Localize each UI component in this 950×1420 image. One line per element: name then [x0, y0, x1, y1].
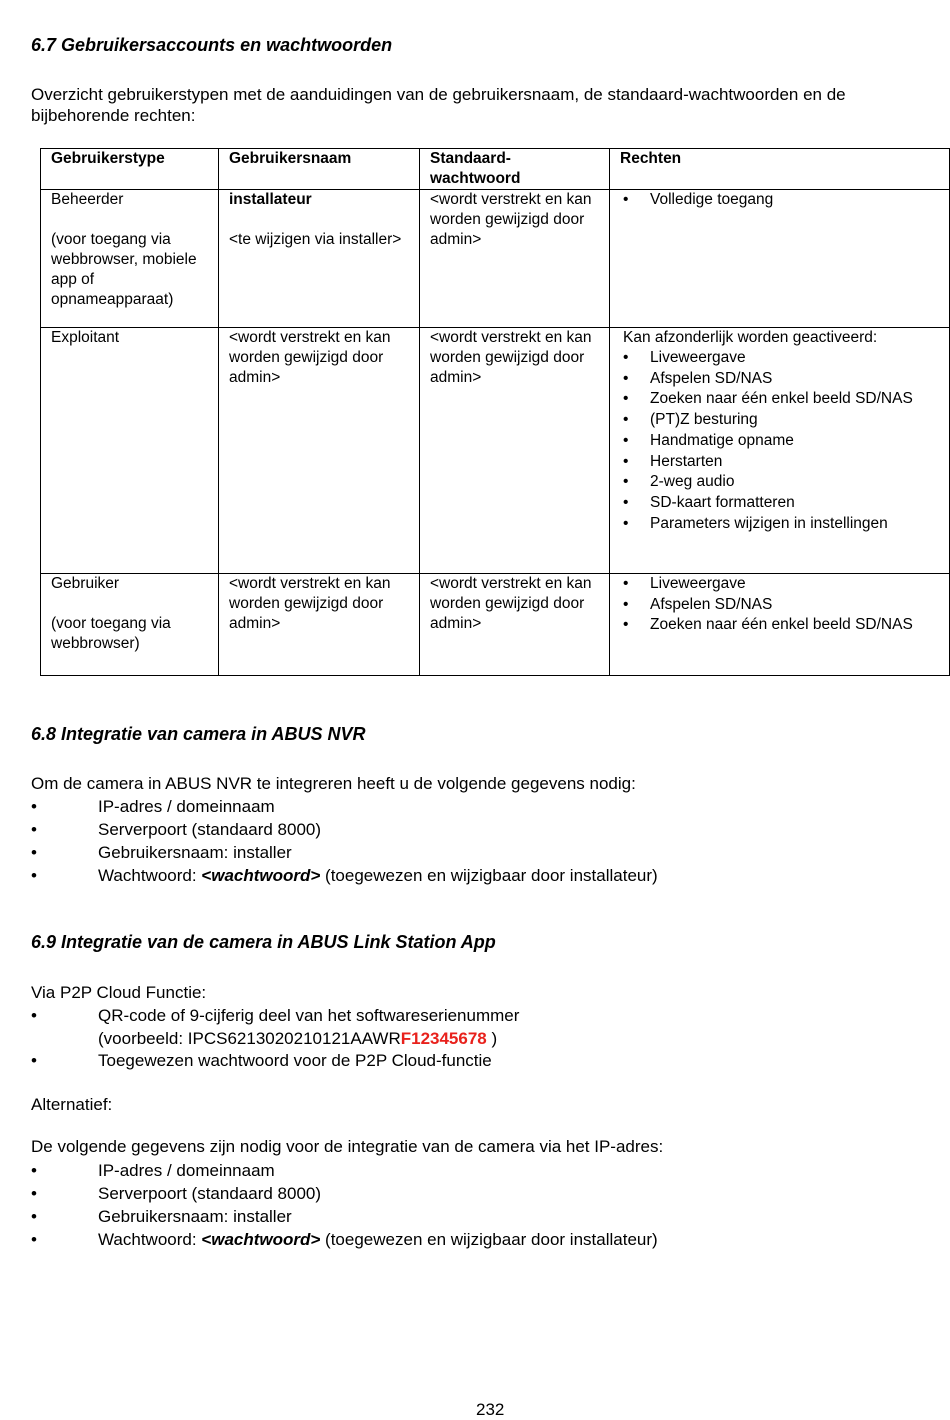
section-6-7-intro-line2: bijbehorende rechten: [31, 106, 196, 125]
cell-rights [610, 190, 950, 328]
cell-rights [610, 574, 950, 676]
list-item: • 2-weg audio [620, 472, 941, 493]
user-type-label: Gebruiker [51, 575, 120, 592]
header-rights: Rechten [610, 149, 950, 190]
password-suffix: (toegewezen en wijzigbaar door installateur) [320, 1230, 658, 1249]
rights-list [620, 348, 941, 534]
qr-example-text [98, 1027, 497, 1050]
qr-line: QR-code of 9-cijferig deel van het softwareserienummer [98, 1006, 520, 1025]
list-item: • Zoeken naar één enkel beeld SD/NAS [620, 389, 941, 410]
section-6-8-intro: Om de camera in ABUS NVR te integreren heeft u de volgende gegevens nodig: [31, 774, 636, 793]
password-line [98, 1228, 658, 1251]
p2p-label: Via P2P Cloud Functie: [31, 983, 207, 1002]
cell-username: <wordt verstrekt en kan worden gewijzigd door admin> [219, 574, 420, 676]
cell-password: <wordt verstrekt en kan worden gewijzigd door admin> [420, 328, 610, 574]
list-item: • Parameters wijzigen in instellingen [620, 514, 941, 535]
list-item: • Herstarten [620, 452, 941, 473]
list-item: • Afspelen SD/NAS [620, 369, 941, 390]
password-placeholder: <wachtwoord> [201, 866, 321, 885]
cell-user-type [41, 574, 219, 676]
header-default-password [420, 149, 610, 190]
alternative-intro: De volgende gegevens zijn nodig voor de integratie van de camera via het IP-adres: [31, 1137, 664, 1156]
rights-list [620, 574, 941, 636]
user-type-label: Beheerder [51, 191, 124, 208]
table-row [41, 328, 950, 574]
list-item: • Liveweergave [620, 574, 941, 595]
header-user-type: Gebruikerstype [41, 149, 219, 190]
header-pw-line2: wachtwoord [430, 170, 521, 187]
password-suffix: (toegewezen en wijzigbaar door installateur) [320, 866, 658, 885]
bullet-icon: • [31, 820, 37, 839]
page-number: 232 [476, 1400, 505, 1419]
section-6-8-heading: 6.8 Integratie van camera in ABUS NVR [31, 724, 366, 744]
password-placeholder: <wachtwoord> [201, 1230, 321, 1249]
list-item-text: IP-adres / domeinnaam [98, 797, 275, 816]
rights-intro: Kan afzonderlijk worden geactiveerd: [623, 329, 878, 346]
qr-example-suffix: ) [486, 1029, 498, 1048]
bullet-icon: • [31, 1051, 37, 1070]
section-6-7-heading: 6.7 Gebruikersaccounts en wachtwoorden [31, 35, 393, 55]
user-type-note: (voor toegang via webbrowser) [51, 615, 171, 652]
cell-rights [610, 328, 950, 574]
password-prefix: Wachtwoord: [98, 866, 202, 885]
table-header-row [41, 149, 950, 190]
cell-password: <wordt verstrekt en kan worden gewijzigd door admin> [420, 574, 610, 676]
bullet-icon: • [31, 797, 37, 816]
user-type-note: (voor toegang via webbrowser, mobiele app of opnameapparaat) [51, 231, 197, 308]
bullet-icon: • [31, 1006, 37, 1025]
bullet-icon: • [31, 1230, 37, 1249]
list-item: • (PT)Z besturing [620, 410, 941, 431]
table-row [41, 190, 950, 328]
list-item-text: Serverpoort (standaard 8000) [98, 1184, 322, 1203]
header-pw-line1: Standaard- [430, 150, 511, 167]
table-row [41, 574, 950, 676]
cell-user-type [41, 190, 219, 328]
bullet-icon: • [31, 843, 37, 862]
bullet-icon: • [31, 866, 37, 885]
bullet-icon: • [31, 1184, 37, 1203]
qr-example-prefix: (voorbeeld: IPCS6213020210121AAWR [98, 1029, 401, 1048]
list-item-text: IP-adres / domeinnaam [98, 1161, 275, 1180]
cell-username: <wordt verstrekt en kan worden gewijzigd door admin> [219, 328, 420, 574]
list-item-text: Toegewezen wachtwoord voor de P2P Cloud-functie [98, 1051, 492, 1070]
list-item: • SD-kaart formatteren [620, 493, 941, 514]
list-item: • Liveweergave [620, 348, 941, 369]
list-item: • Handmatige opname [620, 431, 941, 452]
section-6-7-intro-line1: Overzicht gebruikerstypen met de aanduidingen van de gebruikersnaam, de standaard-wachtwoorden en de [31, 85, 846, 104]
password-line [98, 864, 658, 887]
qr-example-serial: F12345678 [400, 1029, 487, 1048]
bullet-icon: • [31, 1161, 37, 1180]
list-item-text: Serverpoort (standaard 8000) [98, 820, 322, 839]
list-item: • Afspelen SD/NAS [620, 595, 941, 616]
alternative-label: Alternatief: [31, 1095, 113, 1114]
section-6-9-heading: 6.9 Integratie van de camera in ABUS Link Station App [31, 932, 496, 952]
cell-username [219, 190, 420, 328]
cell-password: <wordt verstrekt en kan worden gewijzigd door admin> [420, 190, 610, 328]
header-username: Gebruikersnaam [219, 149, 420, 190]
user-accounts-table [40, 148, 950, 676]
list-item-text: Gebruikersnaam: installer [98, 843, 292, 862]
username-note: <te wijzigen via installer> [229, 231, 402, 248]
username-value: installateur [229, 191, 312, 208]
password-prefix: Wachtwoord: [98, 1230, 202, 1249]
rights-list [620, 190, 941, 211]
cell-user-type: Exploitant [41, 328, 219, 574]
list-item: • Zoeken naar één enkel beeld SD/NAS [620, 615, 941, 636]
bullet-icon: • [31, 1207, 37, 1226]
list-item-text: Gebruikersnaam: installer [98, 1207, 292, 1226]
list-item: • Volledige toegang [620, 190, 941, 211]
